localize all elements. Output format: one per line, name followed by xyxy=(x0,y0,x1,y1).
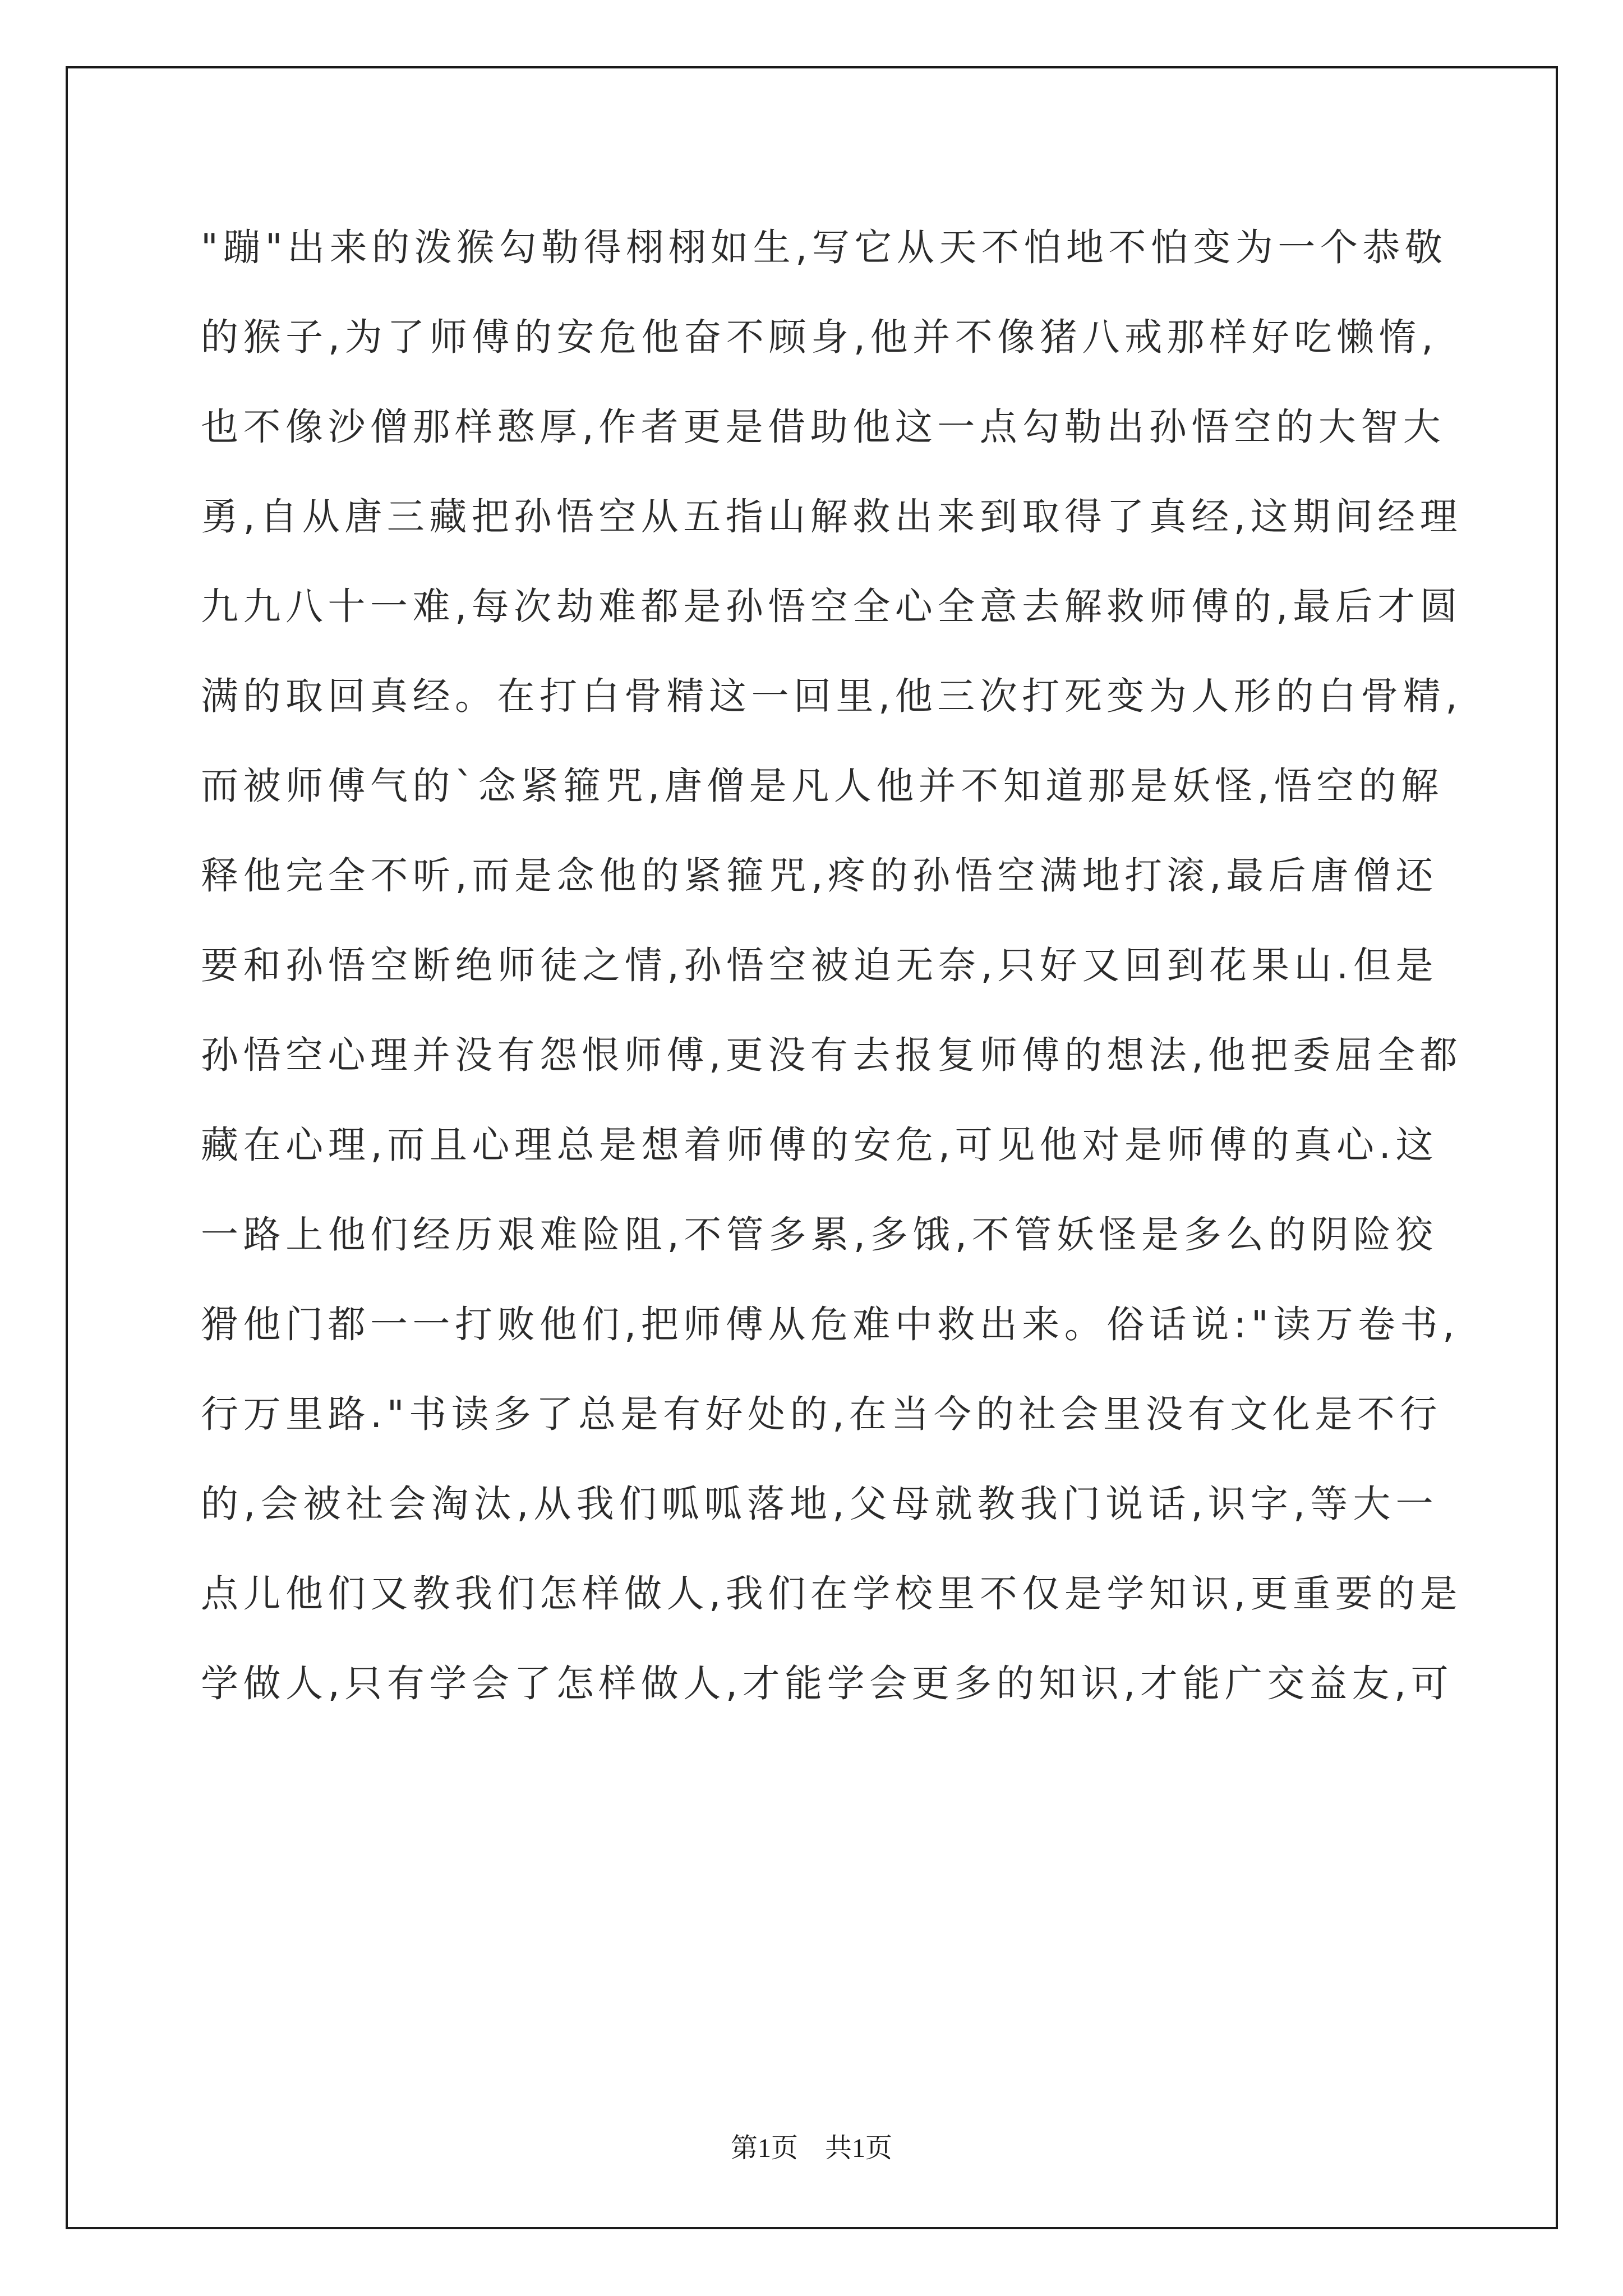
text-line: 释他完全不听,而是念他的紧箍咒,疼的孙悟空满地打滚,最后唐僧还 xyxy=(201,854,1438,898)
text-line: 一路上他们经历艰难险阻,不管多累,多饿,不管妖怪是多么的阴险狡 xyxy=(201,1213,1438,1257)
text-line: 而被师傅气的`念紧箍咒,唐僧是凡人他并不知道那是妖怪,悟空的解 xyxy=(201,764,1444,808)
text-line: 猾他门都一一打败他们,把师傅从危难中救出来。俗话说:"读万卷书, xyxy=(201,1303,1459,1346)
text-line: 满的取回真经。在打白骨精这一回里,他三次打死变为人形的白骨精, xyxy=(201,674,1463,718)
text-line: 孙悟空心理并没有怨恨师傅,更没有去报复师傅的想法,他把委屈全都 xyxy=(201,1033,1463,1077)
text-line: 行万里路."书读多了总是有好处的,在当今的社会里没有文化是不行 xyxy=(201,1392,1442,1436)
text-line: 点儿他们又教我们怎样做人,我们在学校里不仅是学知识,更重要的是 xyxy=(201,1572,1463,1616)
text-line: 要和孙悟空断绝师徒之情,孙悟空被迫无奈,只好又回到花果山.但是 xyxy=(201,944,1438,987)
text-line: 也不像沙僧那样憨厚,作者更是借助他这一点勾勒出孙悟空的大智大 xyxy=(201,405,1446,449)
text-line: 九九八十一难,每次劫难都是孙悟空全心全意去解救师傅的,最后才圆 xyxy=(201,585,1463,628)
text-line: "蹦"出来的泼猴勾勒得栩栩如生,写它从天不怕地不怕变为一个恭敬 xyxy=(201,226,1447,269)
text-line: 勇,自从唐三藏把孙悟空从五指山解救出来到取得了真经,这期间经理 xyxy=(201,495,1463,539)
text-line: 的,会被社会淘汰,从我们呱呱落地,父母就教我门说话,识字,等大一 xyxy=(201,1482,1438,1526)
text-line: 学做人,只有学会了怎样做人,才能学会更多的知识,才能广交益友,可 xyxy=(201,1662,1454,1705)
text-line: 藏在心理,而且心理总是想着师傅的安危,可见他对是师傅的真心.这 xyxy=(201,1123,1438,1167)
text-line: 的猴子,为了师傅的安危他奋不顾身,他并不像猪八戒那样好吃懒惰, xyxy=(201,315,1438,359)
page-footer: 第1页 共1页 xyxy=(730,2133,892,2163)
